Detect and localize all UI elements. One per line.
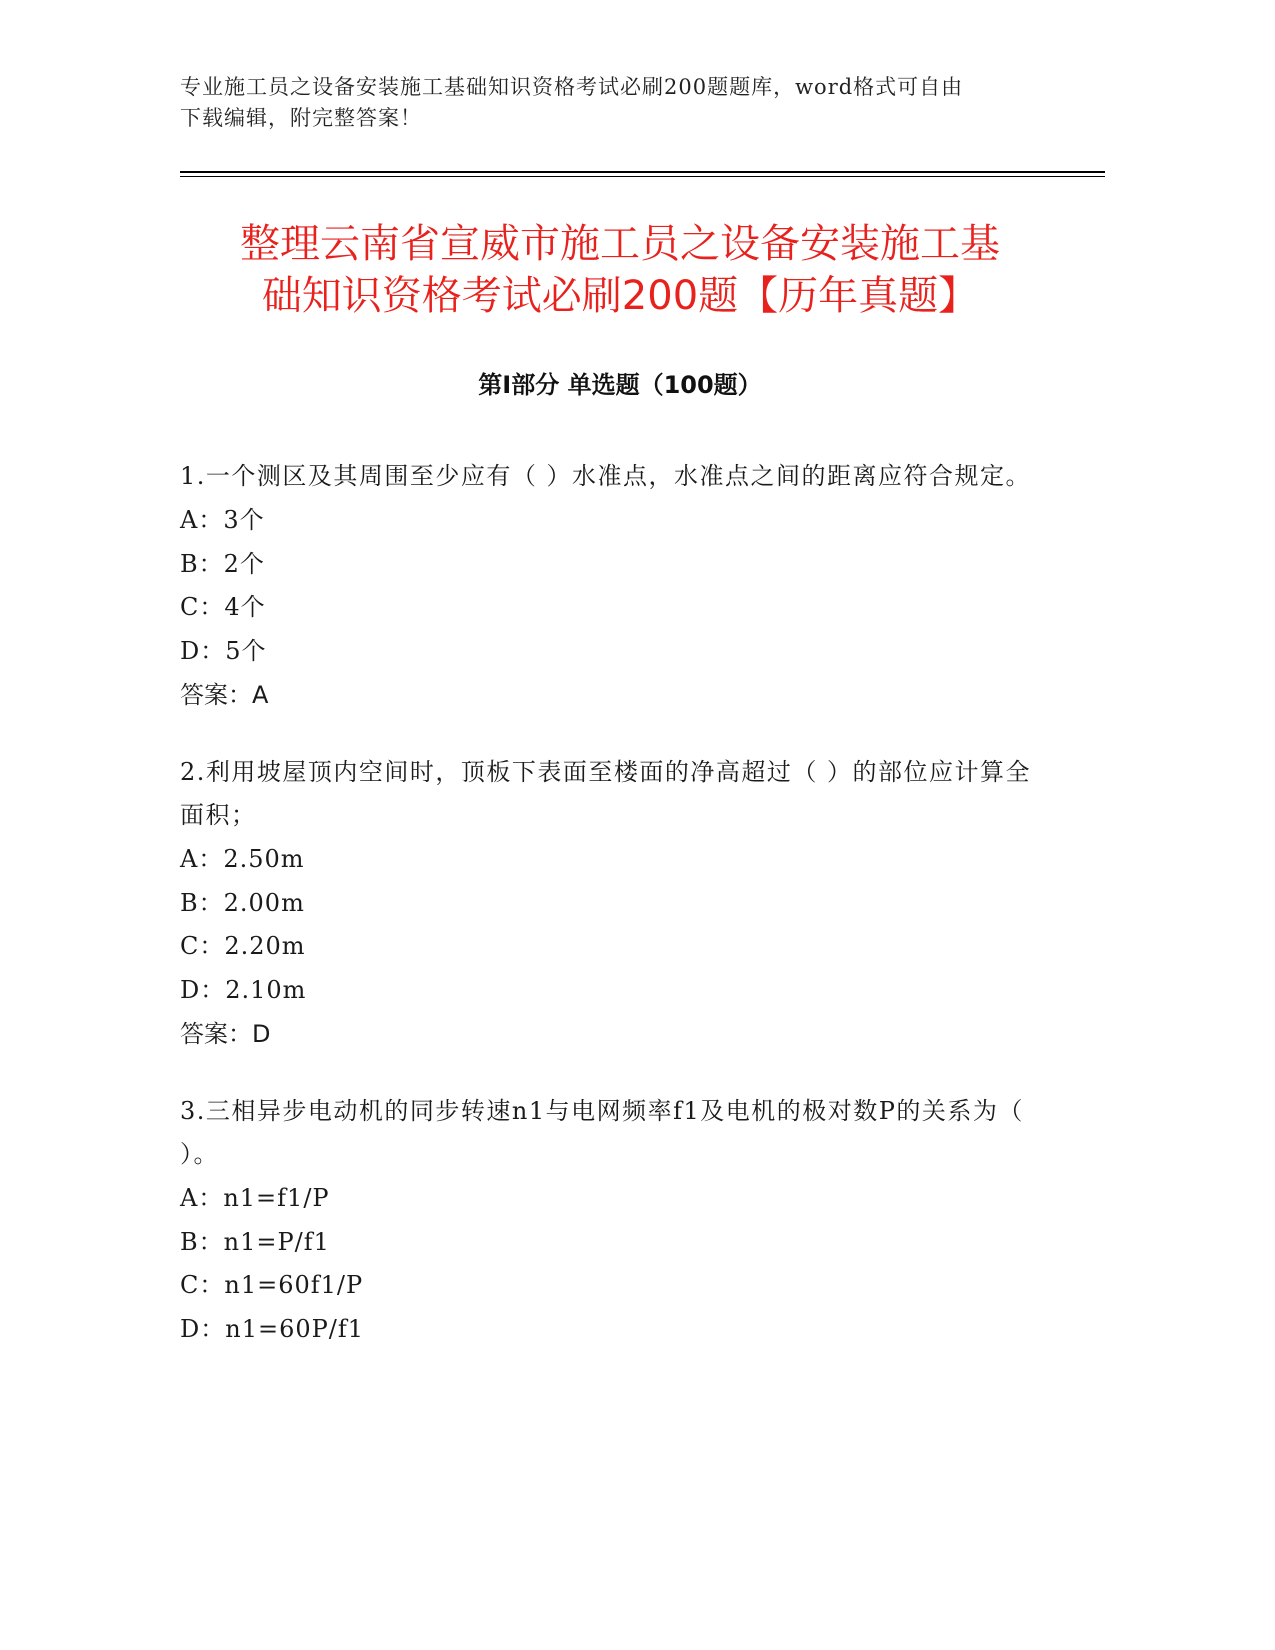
question-stem: 1.一个测区及其周围至少应有（ ）水准点，水准点之间的距离应符合规定。 (180, 462, 1032, 490)
header-line-2: 下载编辑，附完整答案！ (180, 106, 422, 130)
option-c: C：n1=60f1/P (180, 1271, 364, 1299)
header-divider-thin (180, 176, 1105, 177)
question-list (180, 455, 1040, 1385)
option-a: A：2.50m (180, 845, 305, 873)
header-divider-thick (180, 171, 1105, 173)
option-b: B：2个 (180, 549, 265, 578)
option-b: B：2.00m (180, 888, 305, 917)
answer: 答案：A (180, 681, 269, 709)
answer: 答案：D (180, 1020, 271, 1048)
option-c: C：4个 (180, 593, 266, 621)
option-d: D：n1=60P/f1 (180, 1314, 365, 1343)
document-title-line-1: 整理云南省宣威市施工员之设备安装施工基 (240, 221, 1000, 267)
question-3 (180, 1090, 1040, 1351)
header-line-1: 专业施工员之设备安装施工基础知识资格考试必刷200题题库，word格式可自由 (180, 75, 964, 99)
question-1 (180, 455, 1040, 717)
option-d: D：2.10m (180, 975, 307, 1004)
option-a: A：3个 (180, 506, 265, 534)
document-title (180, 218, 1060, 322)
question-stem: 3.三相异步电动机的同步转速n1与电网频率f1及电机的极对数P的关系为（ ）。 (180, 1097, 1024, 1168)
option-b: B：n1=P/f1 (180, 1227, 330, 1256)
option-d: D：5个 (180, 636, 267, 665)
section-heading: 第Ⅰ部分 单选题（100题） (478, 371, 762, 399)
page-header (180, 72, 1060, 134)
document-title-line-2: 础知识资格考试必刷200题【历年真题】 (261, 273, 979, 319)
question-2 (180, 751, 1040, 1056)
question-stem: 2.利用坡屋顶内空间时，顶板下表面至楼面的净高超过（ ）的部位应计算全面积； (180, 758, 1032, 829)
option-a: A：n1=f1/P (180, 1184, 330, 1212)
option-c: C：2.20m (180, 932, 306, 960)
